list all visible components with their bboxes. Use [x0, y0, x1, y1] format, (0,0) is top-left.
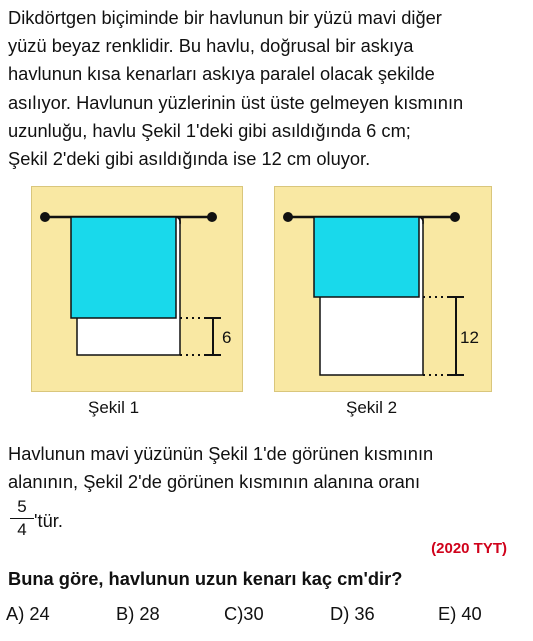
- choice-a[interactable]: [6, 603, 50, 625]
- figure-1-caption: Şekil 1: [88, 398, 140, 417]
- choice-c[interactable]: [224, 603, 264, 625]
- problem-line: havlunun kısa kenarları askıya paralel olacak şekilde: [8, 63, 435, 85]
- problem-text: [8, 4, 528, 173]
- choice-letter: D): [330, 603, 350, 624]
- choice-letter: A): [6, 603, 25, 624]
- choice-b[interactable]: [116, 603, 160, 625]
- source-tag: (2020 TYT): [431, 540, 507, 557]
- problem-line: asılıyor. Havlunun yüzlerinin üst üste gelmeyen kısmının: [8, 91, 464, 113]
- choice-letter: B): [116, 603, 135, 624]
- question-prompt: Buna göre, havlunun uzun kenarı kaç cm'dir?: [8, 568, 403, 589]
- figure-2-caption: Şekil 2: [346, 398, 398, 417]
- choice-letter: E): [438, 603, 457, 624]
- rod-end-left: [283, 212, 293, 222]
- figure-2-diagram: [274, 186, 492, 392]
- choice-d[interactable]: [330, 603, 375, 625]
- fraction-suffix: 'tür.: [34, 510, 63, 531]
- rod-end-left: [40, 212, 50, 222]
- measure-label-12: 12: [460, 328, 479, 347]
- measure-label-6: 6: [222, 328, 232, 347]
- figure-1-diagram: [31, 186, 243, 392]
- ratio-fraction: [10, 497, 34, 540]
- fraction-denominator: 4: [17, 520, 27, 539]
- fraction-numerator: 5: [17, 497, 27, 516]
- problem-line: yüzü beyaz renklidir. Bu havlu, doğrusal bir askıya: [8, 35, 414, 57]
- choice-value: 30: [243, 603, 264, 624]
- question-text: [8, 440, 433, 496]
- fraction-bar: [10, 518, 34, 519]
- choice-value: 28: [139, 603, 160, 624]
- choice-e[interactable]: [438, 603, 482, 625]
- towel-front-blue: [314, 217, 419, 297]
- question-line: alanının, Şekil 2'de görünen kısmının alanına oranı: [8, 471, 421, 492]
- choice-value: 24: [29, 603, 50, 624]
- towel-front-blue: [71, 217, 176, 318]
- rod-end-right: [450, 212, 460, 222]
- rod-end-right: [207, 212, 217, 222]
- problem-line: Dikdörtgen biçiminde bir havlunun bir yüzü mavi diğer: [8, 7, 442, 28]
- choice-letter: C): [224, 603, 244, 624]
- problem-line: Şekil 2'deki gibi asıldığında ise 12 cm oluyor.: [8, 148, 371, 170]
- choice-value: 40: [461, 603, 482, 624]
- question-line: Havlunun mavi yüzünün Şekil 1'de görünen kısmının: [8, 443, 434, 464]
- choice-value: 36: [354, 603, 375, 624]
- problem-line: uzunluğu, havlu Şekil 1'deki gibi asıldığında 6 cm;: [8, 119, 411, 141]
